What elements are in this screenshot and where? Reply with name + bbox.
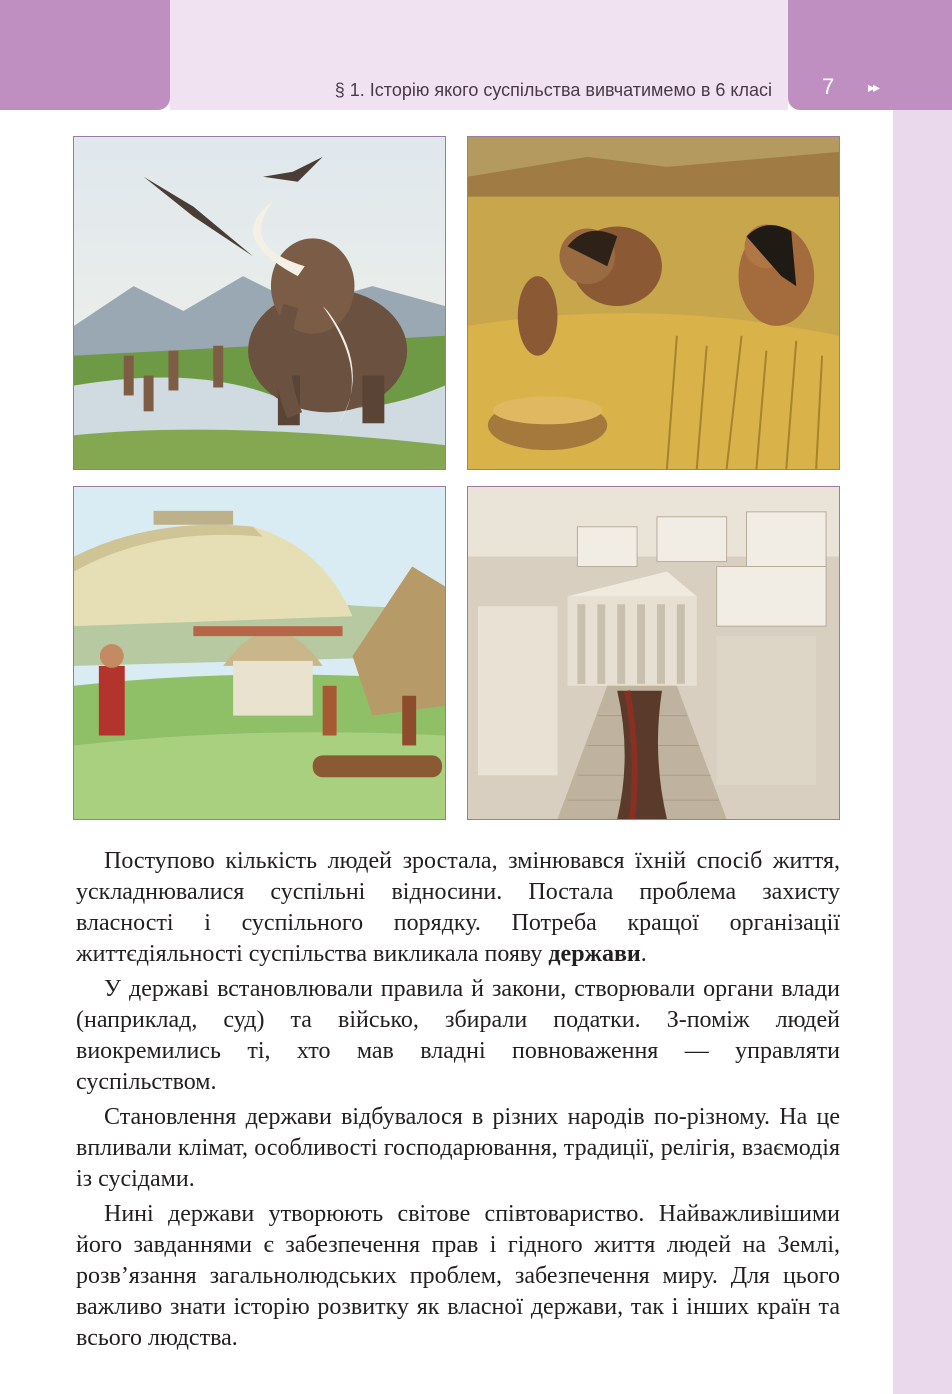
mammoth-hunt-drawing xyxy=(74,137,445,469)
page-number: 7 xyxy=(822,74,835,99)
next-arrows-icon: ▸▸ xyxy=(868,80,879,96)
illustration-acropolis xyxy=(467,486,840,820)
right-margin-strip xyxy=(893,110,952,1394)
illustration-mammoth-hunt xyxy=(73,136,446,470)
paragraph-3: Становлення держави відбувалося в різних народів по-різному. На це впливали клімат, особливості господарювання, традиції, релігія, взаємодія із сусідами. xyxy=(76,1104,840,1192)
paragraph-2: У державі встановлювали правила й закони, створювали органи влади (наприклад, суд) та військо, збирали податки. З-поміж людей виокремились ті, хто мав владні повноваження — управляти суспільством. xyxy=(76,976,840,1095)
term-state: держави xyxy=(548,941,641,967)
main-text xyxy=(76,846,840,1358)
illustration-settlement xyxy=(73,486,446,820)
harvest-drawing xyxy=(468,137,839,469)
running-title: § 1. Історію якого суспільства вивчатимемо в 6 класі xyxy=(334,80,772,100)
paragraph-1-text: Поступово кількість людей зростала, змінювався їхній спосіб життя, ускладнювалися суспільні відносини. Постала проблема захисту власності і суспільного порядку. Потреба кращої організації життєдіяльності суспільства викликала появу xyxy=(76,848,840,967)
paragraph-1-end: . xyxy=(640,941,647,967)
paragraph-1 xyxy=(76,846,840,970)
corner-tab-decoration xyxy=(0,0,170,110)
settlement-drawing xyxy=(74,487,445,819)
acropolis-drawing xyxy=(468,487,839,819)
illustration-harvest xyxy=(467,136,840,470)
paragraph-4: Нині держави утворюють світове співтовариство. Найважливішими його завданнями є забезпечення прав і гідного життя людей на Землі, розв’язання загальнолюдських проблем, забезпечення миру. Для цього важливо знати історію розвитку як власної держави, так і інших країн та всього людства. xyxy=(76,1201,840,1351)
